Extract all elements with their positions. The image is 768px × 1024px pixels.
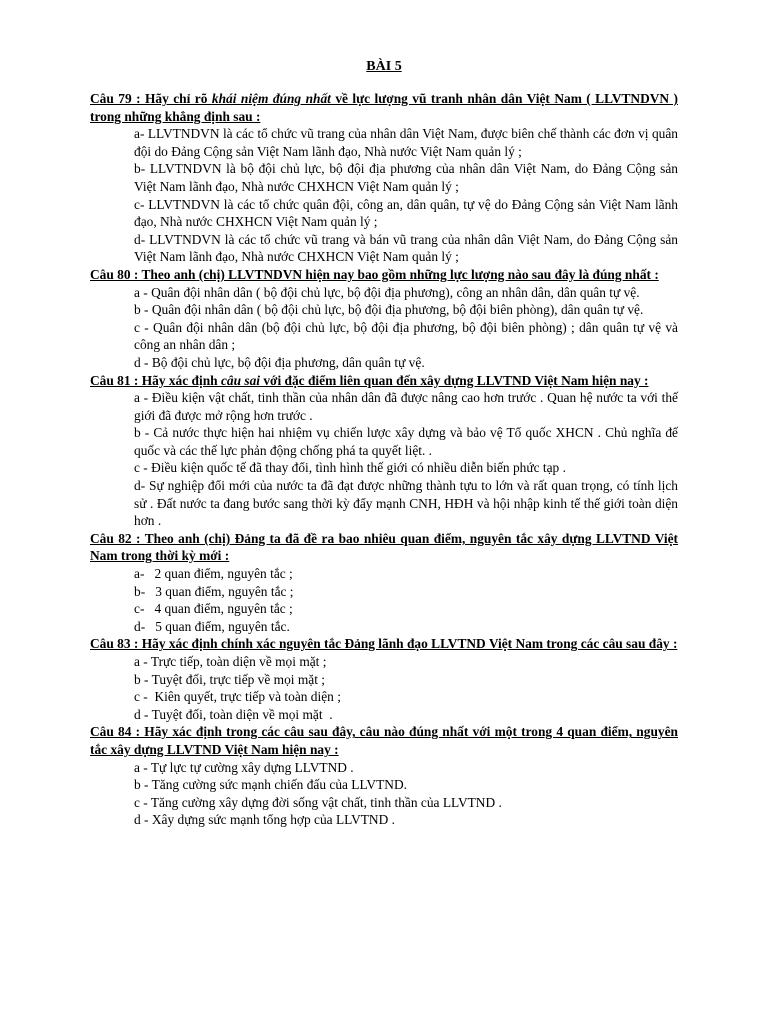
question-text: Câu 84 : Hãy xác định trong các câu sau đây, câu nào đúng nhất với một trong 4 quan điểm, nguyên tắc xây dựng LLVTND Việt Nam hiện nay :	[90, 724, 678, 757]
question-block	[90, 635, 678, 723]
answer-option-a: a - Tự lực tự cường xây dựng LLVTND .	[134, 759, 354, 775]
answer-option-c: c - Kiên quyết, trực tiếp và toàn diện ;	[134, 689, 341, 705]
answer-option-d: d - Tuyệt đối, toàn diện về mọi mặt .	[134, 706, 333, 722]
answer-option-d: d- Sự nghiệp đổi mới của nước ta đã đạt được những thành tựu to lớn và rất quan trọng, có tính lịch sử . Đất nước ta đang bước sang thời kỳ đẩy mạnh CNH, HĐH và hội nhập kinh tế thế giới toàn diện hơn .	[134, 478, 678, 529]
answer-option-c: c - Điều kiện quốc tế đã thay đổi, tình hình thế giới có nhiều diễn biến phức tạp .	[134, 460, 566, 476]
question-block	[90, 266, 678, 372]
answer-option-d: d - Bộ đội chủ lực, bộ đội địa phương, dân quân tự vệ.	[134, 354, 425, 370]
question-block	[90, 90, 678, 266]
answer-option-d: d- 5 quan điểm, nguyên tắc.	[134, 618, 290, 634]
answer-option-b: b - Quân đội nhân dân ( bộ đội chủ lực, bộ đội địa phương, bộ đội biên phòng), dân quân tự vệ.	[134, 302, 644, 318]
answer-option-c: c - Tăng cường xây dựng đời sống vật chất, tinh thần của LLVTND .	[134, 794, 502, 810]
answer-option-a: a- LLVTNDVN là các tổ chức vũ trang của nhân dân Việt Nam, được biên chế thành các đơn vị quân đội do Đảng Cộng sản Việt Nam lãnh đạo, Nhà nước Việt Nam quản lý ;	[134, 126, 678, 159]
question-text: Câu 82 : Theo anh (chị) Đảng ta đã đề ra bao nhiêu quan điểm, nguyên tắc xây dựng LLVTND Việt Nam trong thời kỳ mới :	[90, 530, 678, 564]
answer-option-b: b - Tuyệt đối, trực tiếp về mọi mặt ;	[134, 671, 325, 687]
lesson-title: BÀI 5	[366, 59, 402, 74]
answer-option-a: a - Trực tiếp, toàn diện về mọi mặt ;	[134, 654, 327, 669]
question-block	[90, 530, 678, 636]
question-emphasis: khái niệm đúng nhất	[211, 91, 331, 106]
answer-option-b: b - Tăng cường sức mạnh chiến đấu của LLVTND.	[134, 777, 407, 793]
question-text: Câu 79 : Hãy chỉ rõ khái niệm đúng nhất về lực lượng vũ tranh nhân dân Việt Nam ( LLVTNDVN ) trong những khẳng định sau :	[90, 91, 678, 124]
answer-option-a: a - Quân đội nhân dân ( bộ đội chủ lực, bộ đội địa phương), công an nhân dân, dân quân tự vệ.	[134, 284, 640, 300]
answer-option-b: b- LLVTNDVN là bộ đội chủ lực, bộ đội địa phương của nhân dân Việt Nam, do Đảng Cộng sản Việt Nam lãnh đạo, Nhà nước CHXHCN Việt Nam quản lý ;	[134, 161, 678, 194]
answer-option-c: c - Quân đội nhân dân (bộ đội chủ lực, bộ đội địa phương, bộ đội biên phòng) ; dân quân tự vệ và công an nhân dân ;	[134, 319, 678, 353]
answer-option-a: a- 2 quan điểm, nguyên tắc ;	[134, 566, 293, 582]
question-text: Câu 81 : Hãy xác định câu sai với đặc điểm liên quan đến xây dựng LLVTND Việt Nam hiện nay :	[90, 372, 649, 388]
question-block	[90, 723, 678, 829]
answer-option-b: b- 3 quan điểm, nguyên tắc ;	[134, 583, 294, 599]
answer-option-c: c- LLVTNDVN là các tổ chức quân đội, công an, dân quân, tự vệ do Đảng Cộng sản Việt Nam lãnh đạo, Nhà nước CHXHCN Việt Nam quản lý ;	[134, 196, 678, 230]
answer-option-c: c- 4 quan điểm, nguyên tắc ;	[134, 601, 293, 617]
answer-option-d: d - Xây dựng sức mạnh tổng hợp của LLVTND .	[134, 812, 395, 828]
answer-option-a: a - Điều kiện vật chất, tinh thần của nhân dân đã được nâng cao hơn trước . Quan hệ nước ta với thế giới đã được mở rộng hơn trước .	[134, 390, 678, 423]
answer-option-b: b - Cả nước thực hiện hai nhiệm vụ chiến lược xây dựng và bảo vệ Tổ quốc XHCN . Chủ nghĩa đế quốc và các thế lực phản động chống phá ta quyết liệt. .	[134, 425, 678, 458]
question-emphasis: câu sai	[220, 372, 261, 388]
question-block	[90, 372, 678, 530]
answer-option-d: d- LLVTNDVN là các tổ chức vũ trang và bán vũ trang của nhân dân Việt Nam, do Đảng Cộng sản Việt Nam lãnh đạo, Nhà nước CHXHCN Việt Nam quản lý ;	[134, 231, 678, 265]
question-text: Câu 80 : Theo anh (chị) LLVTNDVN hiện nay bao gồm những lực lượng nào sau đây là đúng nhất :	[90, 266, 659, 282]
question-text: Câu 83 : Hãy xác định chính xác nguyên tắc Đảng lãnh đạo LLVTND Việt Nam trong các câu sau đây :	[90, 636, 678, 652]
question-list	[90, 90, 678, 829]
